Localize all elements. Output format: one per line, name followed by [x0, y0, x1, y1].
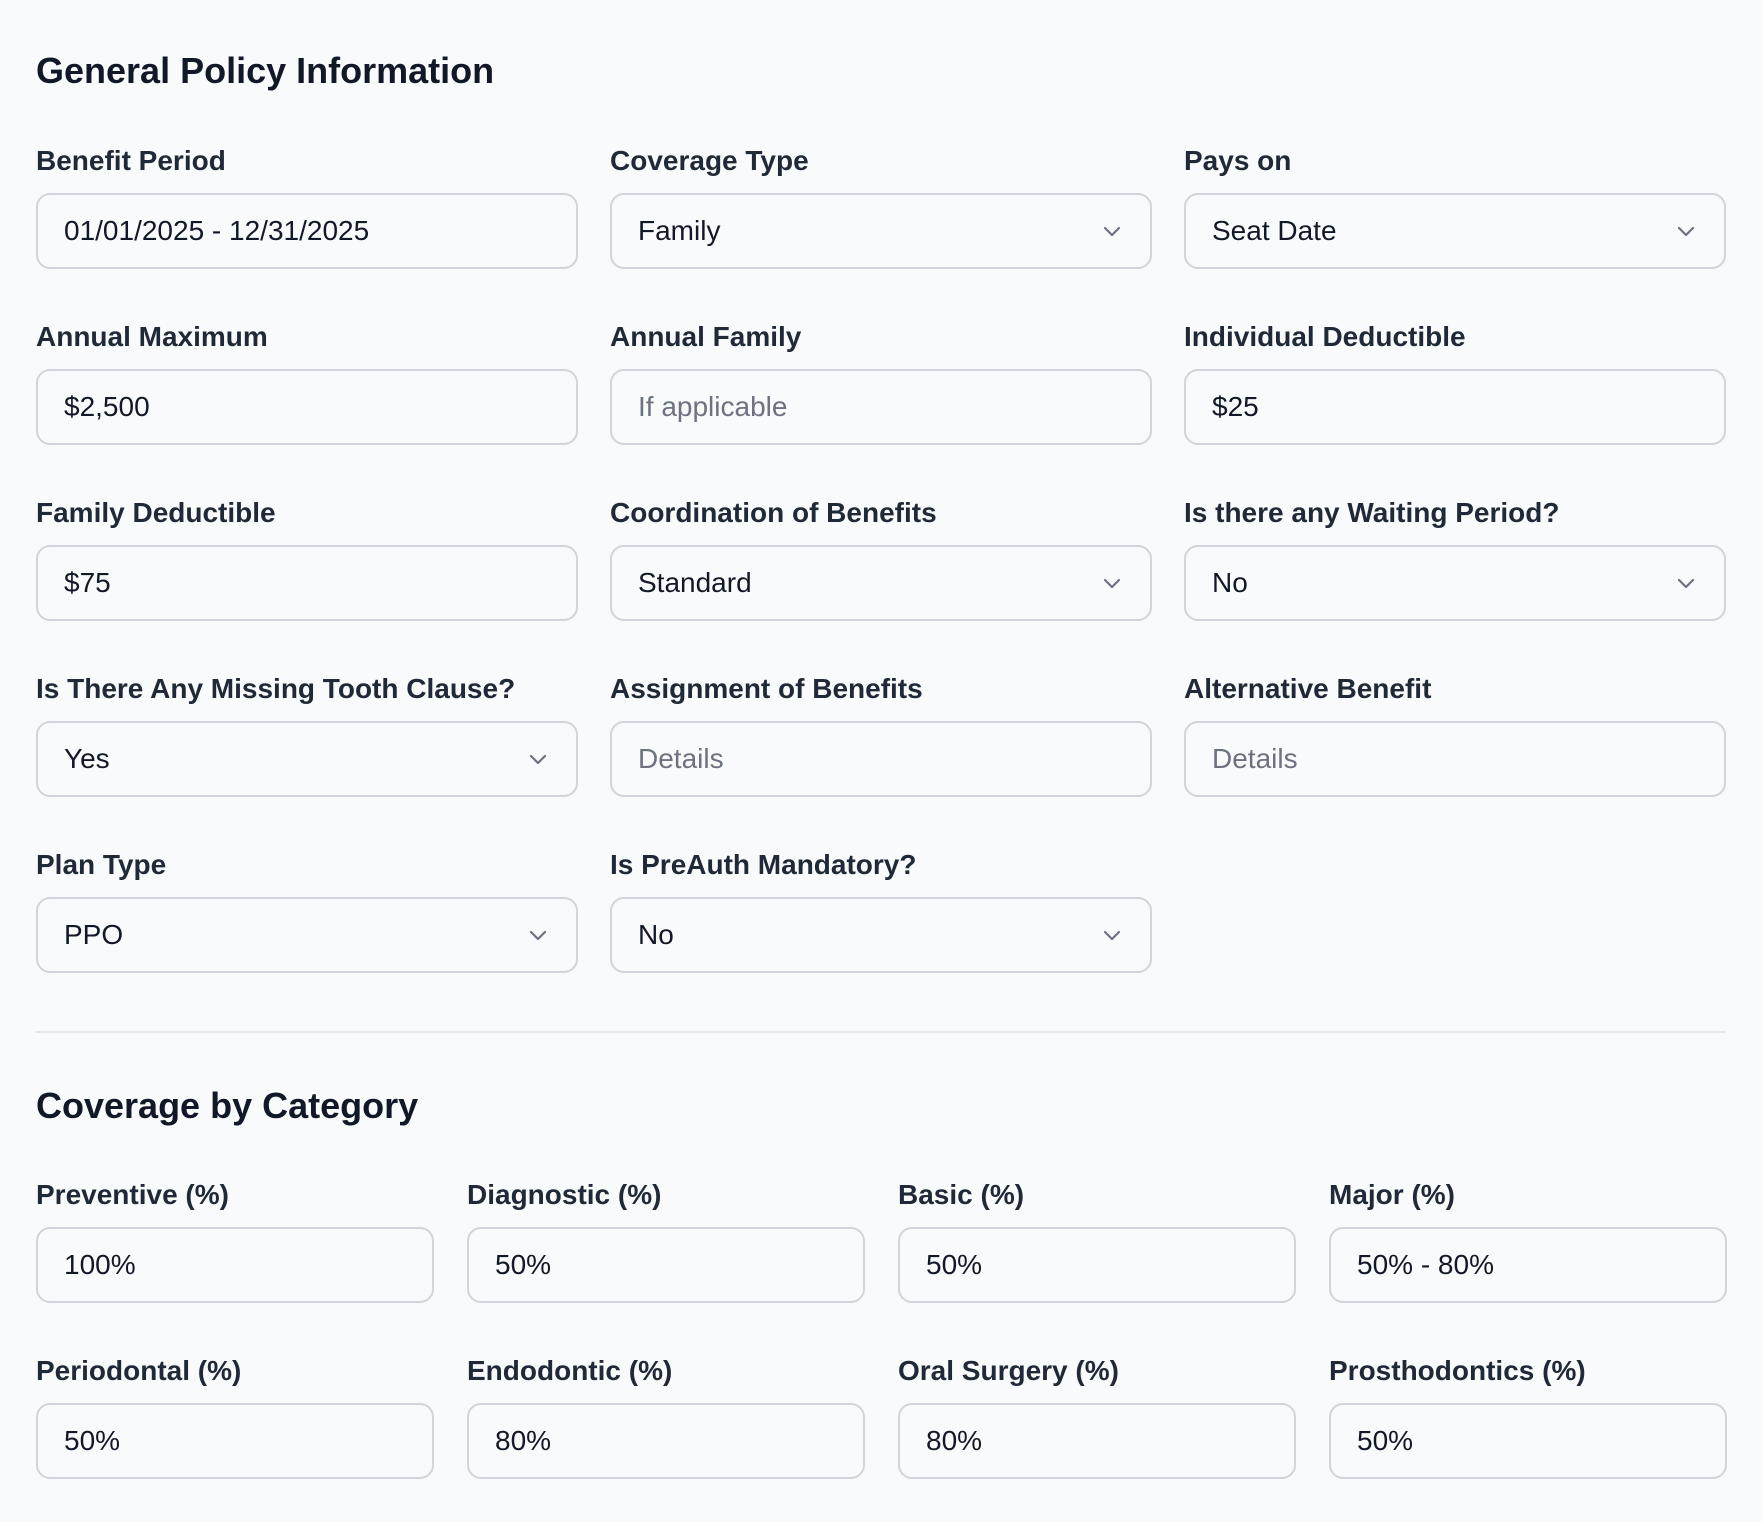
preventive-label: Preventive (%): [36, 1179, 229, 1210]
family-deductible-field: [36, 488, 578, 664]
basic-box: [898, 1227, 1296, 1303]
endodontic-box: [467, 1403, 865, 1479]
endodontic-field: [467, 1346, 865, 1522]
periodontal-box: [36, 1403, 434, 1479]
alternative-benefit-label: Alternative Benefit: [1184, 673, 1432, 704]
preauth-mandatory-label: Is PreAuth Mandatory?: [610, 849, 917, 880]
annual-maximum-label: Annual Maximum: [36, 321, 268, 352]
missing-tooth-clause-select[interactable]: [36, 721, 578, 797]
individual-deductible-field: [1184, 312, 1726, 488]
benefit-period-box: [36, 193, 578, 269]
preventive-box: [36, 1227, 434, 1303]
section-divider: [36, 1031, 1726, 1033]
plan-type-field: [36, 840, 578, 1016]
periodontal-input[interactable]: [64, 1425, 406, 1457]
major-input[interactable]: [1357, 1249, 1699, 1281]
individual-deductible-label: Individual Deductible: [1184, 321, 1466, 352]
diagnostic-field: [467, 1170, 865, 1346]
prosthodontics-field: [1329, 1346, 1727, 1522]
diagnostic-label: Diagnostic (%): [467, 1179, 662, 1210]
benefit-period-input[interactable]: [64, 215, 550, 247]
prosthodontics-label: Prosthodontics (%): [1329, 1355, 1586, 1386]
benefit-period-field: [36, 136, 578, 312]
major-label: Major (%): [1329, 1179, 1455, 1210]
prosthodontics-input[interactable]: [1357, 1425, 1699, 1457]
basic-label: Basic (%): [898, 1179, 1025, 1210]
preauth-mandatory-select[interactable]: [610, 897, 1152, 973]
chevron-down-icon: [526, 923, 550, 947]
coordination-of-benefits-field: [610, 488, 1152, 664]
endodontic-label: Endodontic (%): [467, 1355, 673, 1386]
periodontal-field: [36, 1346, 434, 1522]
basic-field: [898, 1170, 1296, 1346]
prosthodontics-box: [1329, 1403, 1727, 1479]
individual-deductible-input[interactable]: [1212, 391, 1698, 423]
assignment-of-benefits-input[interactable]: [638, 743, 1124, 775]
chevron-down-icon: [526, 747, 550, 771]
preventive-field: [36, 1170, 434, 1346]
coverage-type-label: Coverage Type: [610, 145, 809, 176]
waiting-period-label: Is there any Waiting Period?: [1184, 497, 1560, 528]
missing-tooth-clause-label: Is There Any Missing Tooth Clause?: [36, 673, 516, 704]
family-deductible-input[interactable]: [64, 567, 550, 599]
preauth-mandatory-field: [610, 840, 1152, 1016]
alternative-benefit-field: [1184, 664, 1726, 840]
general-policy-title: General Policy Information: [36, 50, 495, 91]
major-field: [1329, 1170, 1727, 1346]
missing-tooth-clause-value: Yes: [64, 743, 110, 774]
preauth-mandatory-value: No: [638, 919, 674, 950]
waiting-period-select[interactable]: [1184, 545, 1726, 621]
waiting-period-value: No: [1212, 567, 1248, 598]
chevron-down-icon: [1674, 571, 1698, 595]
oral-surgery-input[interactable]: [926, 1425, 1268, 1457]
annual-family-field: [610, 312, 1152, 488]
chevron-down-icon: [1100, 219, 1124, 243]
assignment-of-benefits-label: Assignment of Benefits: [610, 673, 923, 704]
annual-maximum-input[interactable]: [64, 391, 550, 423]
pays-on-select[interactable]: [1184, 193, 1726, 269]
annual-maximum-box: [36, 369, 578, 445]
coverage-type-field: [610, 136, 1152, 312]
major-box: [1329, 1227, 1727, 1303]
annual-family-box: [610, 369, 1152, 445]
pays-on-field: [1184, 136, 1726, 312]
basic-input[interactable]: [926, 1249, 1268, 1281]
general-policy-grid: [36, 136, 1726, 1016]
chevron-down-icon: [1674, 219, 1698, 243]
assignment-of-benefits-box: [610, 721, 1152, 797]
coordination-of-benefits-label: Coordination of Benefits: [610, 497, 937, 528]
pays-on-label: Pays on: [1184, 145, 1292, 176]
chevron-down-icon: [1100, 923, 1124, 947]
periodontal-label: Periodontal (%): [36, 1355, 242, 1386]
diagnostic-input[interactable]: [495, 1249, 837, 1281]
individual-deductible-box: [1184, 369, 1726, 445]
benefit-period-label: Benefit Period: [36, 145, 226, 176]
coordination-of-benefits-value: Standard: [638, 567, 752, 598]
waiting-period-field: [1184, 488, 1726, 664]
coordination-of-benefits-select[interactable]: [610, 545, 1152, 621]
alternative-benefit-input[interactable]: [1212, 743, 1698, 775]
pays-on-value: Seat Date: [1212, 215, 1337, 246]
diagnostic-box: [467, 1227, 865, 1303]
missing-tooth-clause-field: [36, 664, 578, 840]
annual-maximum-field: [36, 312, 578, 488]
oral-surgery-field: [898, 1346, 1296, 1522]
plan-type-select[interactable]: [36, 897, 578, 973]
oral-surgery-box: [898, 1403, 1296, 1479]
plan-type-value: PPO: [64, 919, 124, 950]
annual-family-input[interactable]: [638, 391, 1124, 423]
chevron-down-icon: [1100, 571, 1124, 595]
coverage-type-select[interactable]: [610, 193, 1152, 269]
family-deductible-label: Family Deductible: [36, 497, 276, 528]
plan-type-label: Plan Type: [36, 849, 167, 880]
coverage-by-category-title: Coverage by Category: [36, 1085, 419, 1126]
family-deductible-box: [36, 545, 578, 621]
preventive-input[interactable]: [64, 1249, 406, 1281]
coverage-type-value: Family: [638, 215, 721, 246]
endodontic-input[interactable]: [495, 1425, 837, 1457]
assignment-of-benefits-field: [610, 664, 1152, 840]
oral-surgery-label: Oral Surgery (%): [898, 1355, 1119, 1386]
annual-family-label: Annual Family: [610, 321, 802, 352]
coverage-grid: [36, 1170, 1726, 1522]
alternative-benefit-box: [1184, 721, 1726, 797]
